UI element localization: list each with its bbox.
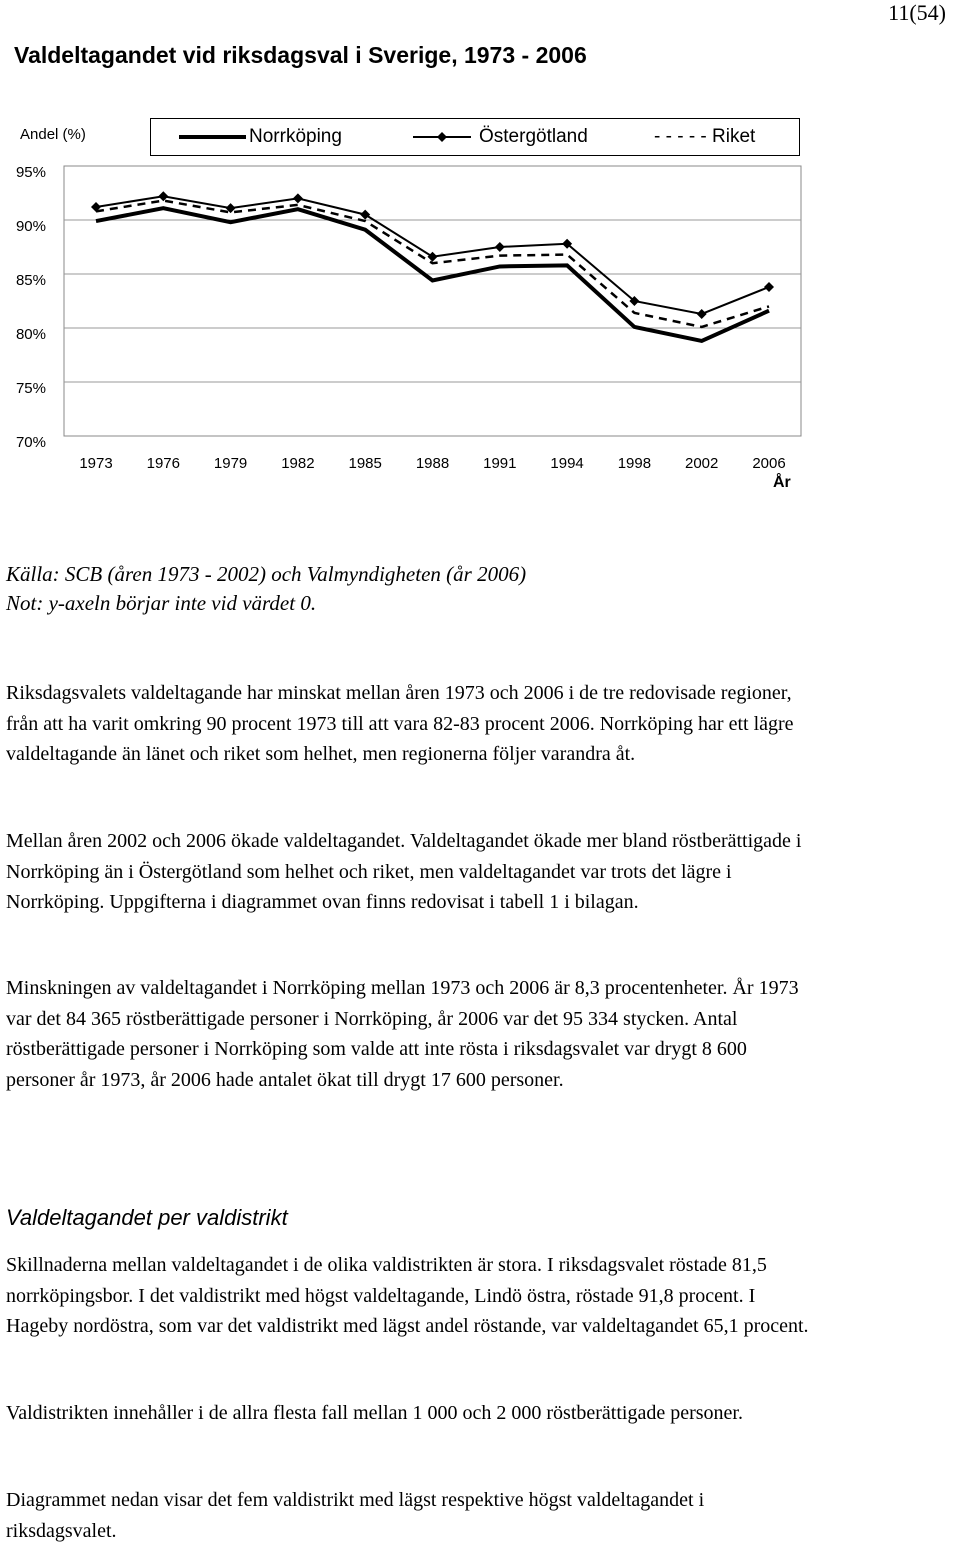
paragraph-6: Diagrammet nedan visar det fem valdistrikt med lägst respektive högst valdeltagandet i riksdagsvalet. (6, 1489, 705, 1542)
x-tick-label: 1988 (415, 455, 450, 472)
data-point-marker (293, 193, 303, 203)
x-tick-label: 1991 (483, 455, 517, 472)
series-line-norrköping (96, 208, 769, 341)
data-point-marker (764, 282, 774, 292)
x-tick-label: 1979 (213, 455, 248, 472)
y-tick-label: 85% (15, 272, 46, 289)
paragraph-4: Skillnaderna mellan valdeltagandet i de olika valdistrikten är stora. I riksdagsvalet röstade 81,5 norrköpingsbor. I det valdistrikt med högst valdeltagande, Lindö östra, röstade 91,8 procent. I Hageby nordöstra, som var det valdistrikt med lägst andel röstande, var valdeltagandet 65,1 procent. (6, 1254, 809, 1337)
chart-legend (150, 118, 800, 156)
data-point-marker (428, 252, 438, 262)
x-tick-labels (79, 455, 785, 472)
x-tick-label: 2006 (752, 455, 786, 472)
y-tick-label: 80% (15, 326, 46, 343)
y-tick-labels (16, 164, 46, 451)
chart-title: Valdeltagandet vid riksdagsval i Sverige, 1973 - 2006 (14, 42, 587, 68)
paragraph-3: Minskningen av valdeltagandet i Norrköping mellan 1973 och 2006 är 8,3 procentenheter. År 1973 var det 84 365 röstberättigade personer i Norrköping, år 2006 var det 95 334 stycken. Antal röstberättigade personer i Norrköping som valde att inte rösta i riksdagsvalet var drygt 8 600 personer år 1973, år 2006 hade antalet ökat till drygt 17 600 personer. (6, 977, 799, 1091)
data-point-marker (495, 242, 505, 252)
data-point-marker (158, 191, 168, 201)
paragraph-1: Riksdagsvalets valdeltagande har minskat mellan åren 1973 och 2006 i de tre redovisade regioner, från att ha varit omkring 90 procent 1973 till att vara 82-83 procent 2006. Norrköping har ett lägre valdeltagande än länet och riket som helhet, men regionerna följer varandra åt. (6, 682, 794, 765)
y-tick-label: 95% (15, 164, 46, 181)
x-tick-label: 1976 (146, 455, 180, 472)
x-tick-label: 1973 (79, 455, 113, 472)
page-number: 11(54) (888, 0, 946, 25)
x-tick-label: 1994 (550, 455, 584, 472)
x-tick-label: 1985 (348, 455, 382, 472)
x-tick-label: 1982 (281, 455, 315, 472)
y-tick-label: 90% (15, 218, 46, 235)
x-tick-label: 1998 (617, 455, 652, 472)
legend-marker-ostergotland (437, 132, 447, 142)
x-tick-label: 2002 (685, 455, 719, 472)
legend-label-ostergotland: Östergötland (479, 126, 588, 147)
series-layer (91, 191, 774, 341)
y-axis-label: Andel (%) (20, 126, 86, 143)
source-caption: Källa: SCB (åren 1973 - 2002) och Valmyndigheten (år 2006) (6, 562, 527, 586)
y-tick-label: 75% (15, 380, 46, 397)
x-axis-title: År (773, 474, 791, 491)
legend-label-norrkoping: Norrköping (249, 126, 342, 147)
legend-label-riket: - - - - - Riket (654, 126, 756, 147)
plot-area (64, 166, 801, 436)
section-title: Valdeltagandet per valdistrikt (6, 1205, 288, 1230)
data-point-marker (360, 210, 370, 220)
paragraph-5: Valdistrikten innehåller i de allra flesta fall mellan 1 000 och 2 000 röstberättigade personer. (6, 1402, 743, 1424)
grid-layer (64, 220, 801, 382)
paragraph-2: Mellan åren 2002 och 2006 ökade valdeltagandet. Valdeltagandet ökade mer bland röstberättigade i Norrköping än i Östergötland som helhet och riket, men valdeltagandet var trots det lägre i Norrköping. Uppgifterna i diagrammet ovan finns redovisat i tabell 1 i bilagan. (6, 830, 802, 913)
line-chart (0, 155, 830, 480)
data-point-marker (697, 309, 707, 319)
y-tick-label: 70% (15, 434, 46, 451)
note-caption: Not: y-axeln börjar inte vid värdet 0. (6, 591, 317, 615)
